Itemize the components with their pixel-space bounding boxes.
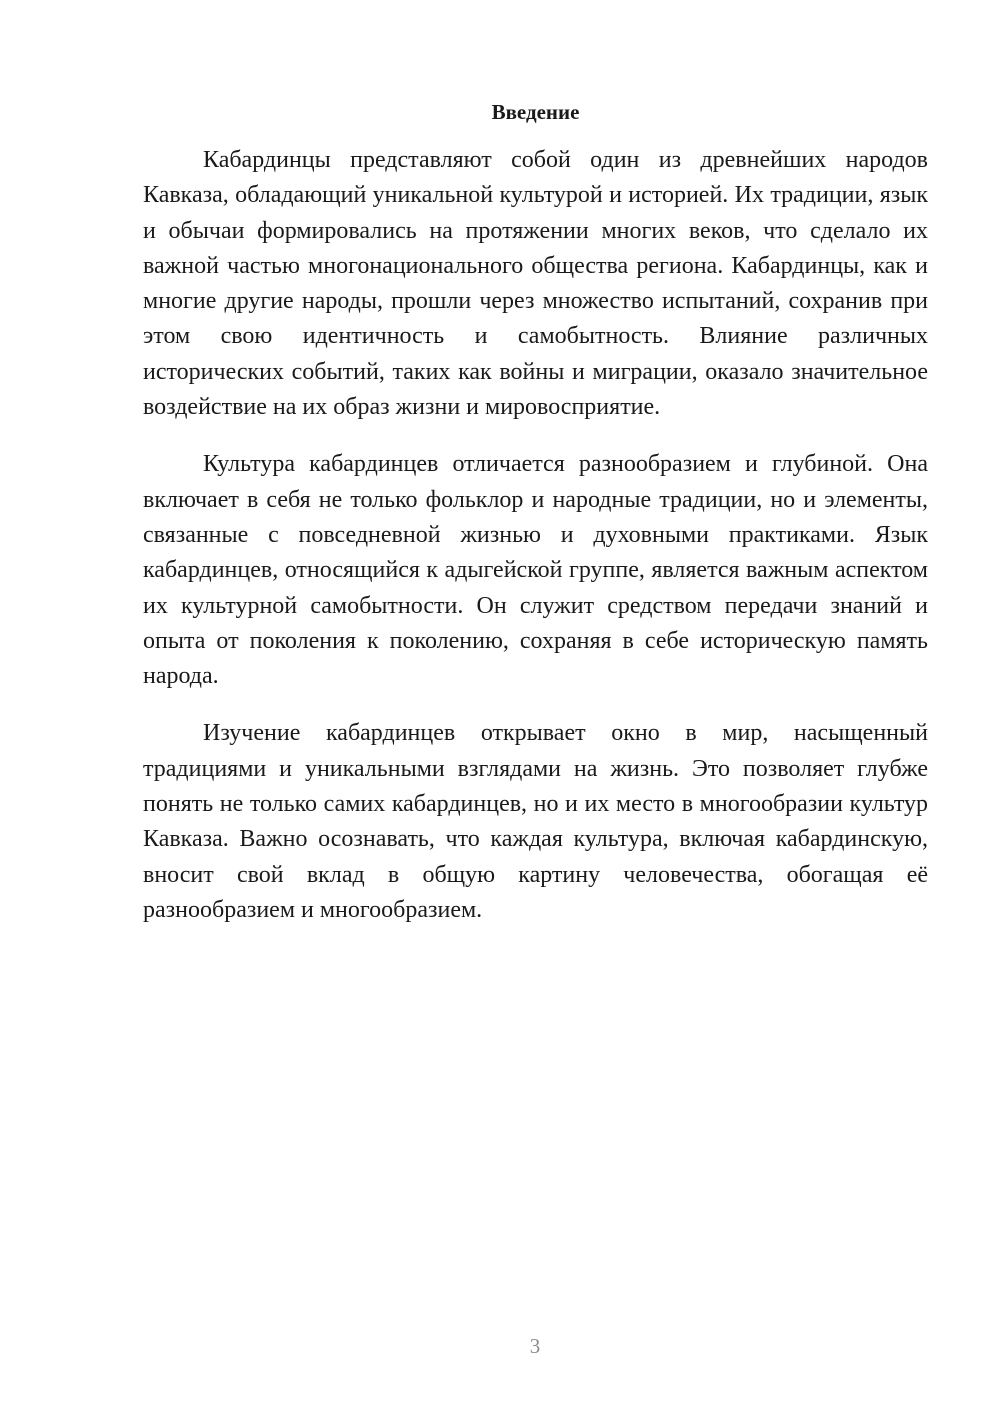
page-number: 3 [529, 1334, 541, 1358]
paragraph-3: Изучение кабардинцев открывает окно в мир, насыщенный традициями и уникальными взглядами на жизнь. Это позволяет глубже понять не только самих кабардинцев, но и их место в многообразии культур Кавказа. Важно осознавать, что каждая культура, включая кабардинскую, вносит свой вклад в общую картину человечества, обогащая её разнообразием и многообразием. [143, 720, 928, 923]
paragraph-1: Кабардинцы представляют собой один из древнейших народов Кавказа, обладающий уникальной культурой и историей. Их традиции, язык и обычаи формировались на протяжении многих веков, что сделало их важной частью многонационального общества региона. Кабардинцы, как и многие другие народы, прошли через множество испытаний, сохранив при этом свою идентичность и самобытность. Влияние различных исторических событий, таких как войны и миграции, оказало значительное воздействие на их образ жизни и мировосприятие. [143, 147, 928, 421]
body-text [143, 143, 928, 950]
section-heading: Введение [491, 100, 580, 124]
paragraph-2: Культура кабардинцев отличается разнообразием и глубиной. Она включает в себя не только фольклор и народные традиции, но и элементы, связанные с повседневной жизнью и духовными практиками. Язык кабардинцев, относящийся к адыгейской группе, является важным аспектом их культурной самобытности. Он служит средством передачи знаний и опыта от поколения к поколению, сохраняя в себе историческую память народа. [143, 451, 928, 690]
